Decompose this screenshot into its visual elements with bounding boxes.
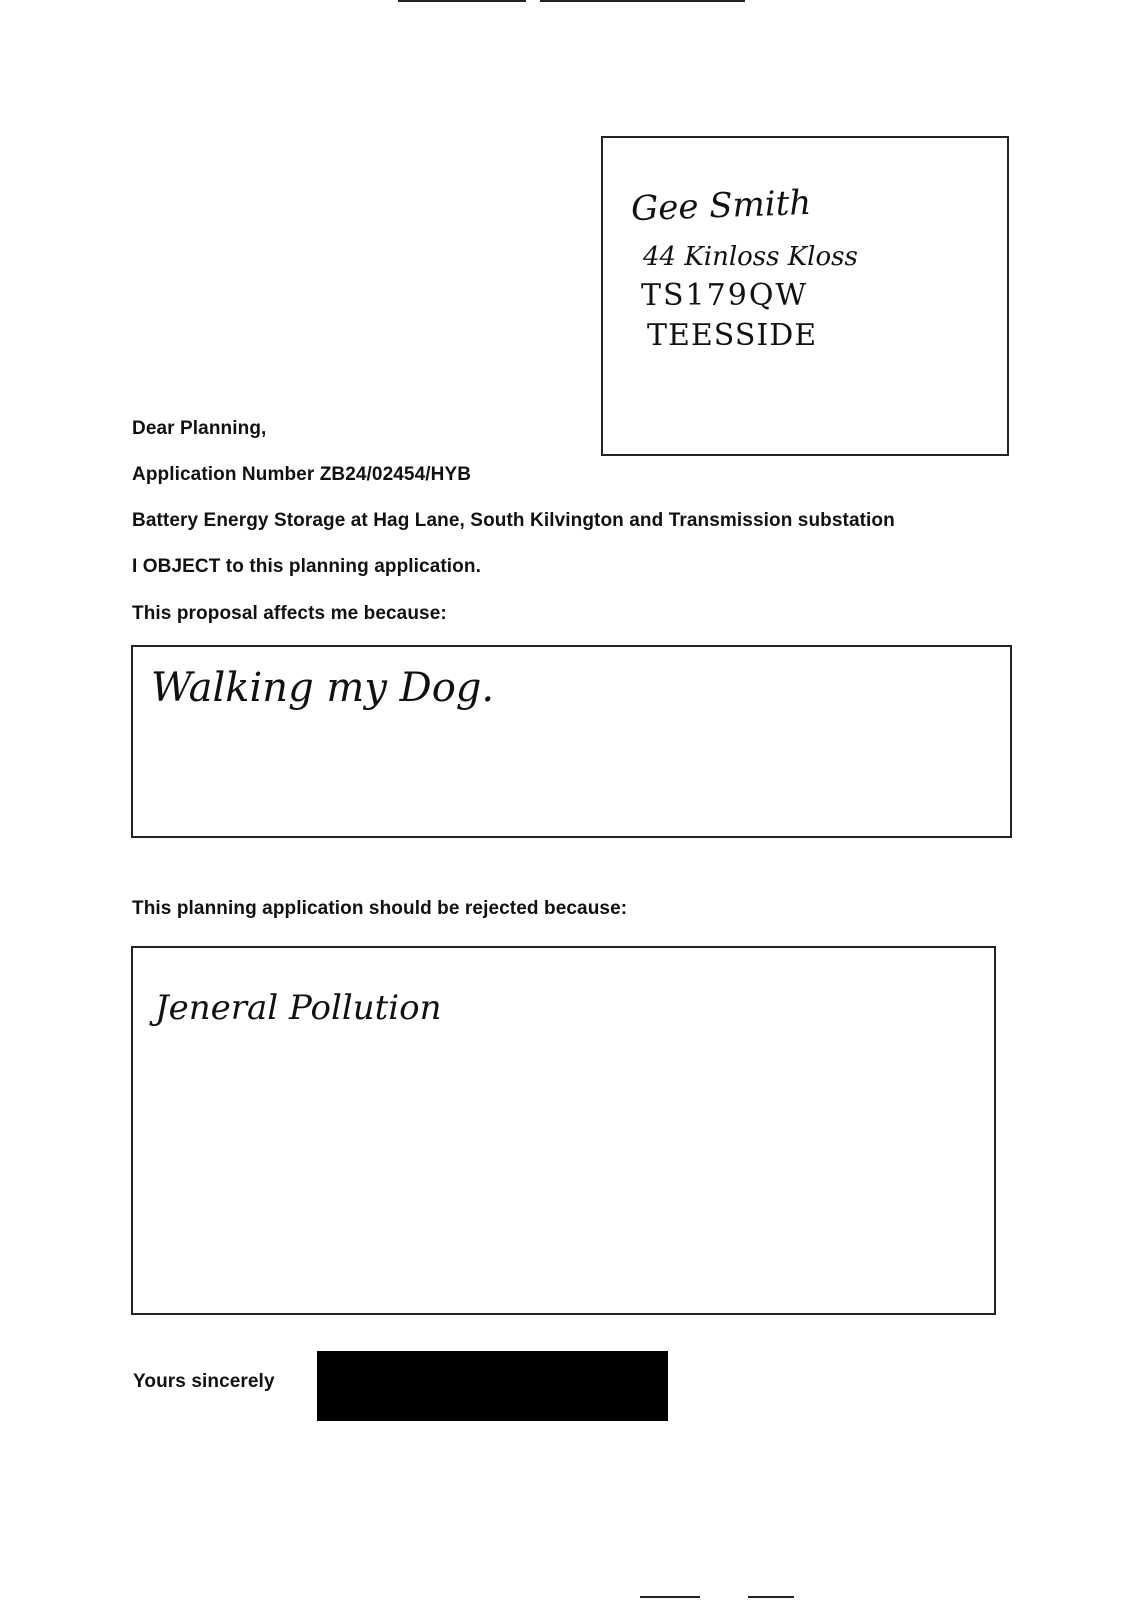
address-box (601, 136, 1009, 456)
closing: Yours sincerely (133, 1371, 275, 1392)
objection-statement: I OBJECT to this planning application. (132, 556, 481, 577)
address-line-name: Gee Smith (630, 182, 812, 230)
rejected-answer-box (131, 946, 996, 1315)
scan-mark-bottom-right (748, 1596, 794, 1598)
signature-redaction (317, 1351, 668, 1421)
application-number: Application Number ZB24/02454/HYB (132, 464, 472, 485)
affects-label: This proposal affects me because: (132, 603, 447, 624)
affects-answer-box (131, 645, 1012, 838)
address-line-postcode: TS179QW (641, 278, 809, 313)
address-line-street: 44 Kinloss Kloss (643, 242, 858, 272)
scan-mark-bottom-left (640, 1596, 700, 1598)
address-line-town: TEESSIDE (647, 318, 818, 353)
scan-mark-top-left (398, 0, 526, 2)
scan-mark-top-right (540, 0, 745, 2)
rejected-answer-text: Jeneral Pollution (155, 988, 442, 1028)
salutation: Dear Planning, (132, 418, 267, 439)
application-description: Battery Energy Storage at Hag Lane, South Kilvington and Transmission substation (132, 510, 895, 531)
rejected-label: This planning application should be rejected because: (132, 898, 628, 919)
affects-answer-text: Walking my Dog. (151, 665, 495, 711)
